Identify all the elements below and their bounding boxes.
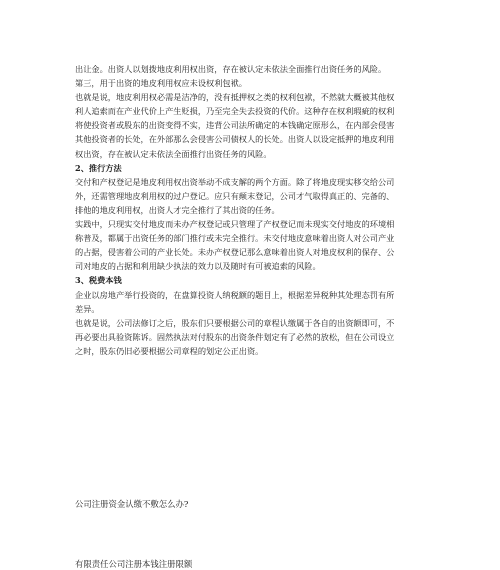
paragraph-line: 司对地皮的占据和利用缺少执法的效力以及随时有可被追索的风险。: [75, 261, 321, 272]
paragraph-line: 出让金。出资人以划拨地皮利用权出资，存在被认定未依法全面推行出资任务的风险。: [75, 64, 387, 74]
paragraph-line: 其他投资者的长处，在外部那么会侵害公司债权人的长处。出资人以设定抵押的地皮利用: [75, 134, 395, 145]
paragraph-line: 也就是说，公司法修订之后，股东们只要根据公司的章程认缴属于各自的出资额即可，不: [75, 317, 395, 328]
paragraph-line: 也就是说，地皮利用权必需是洁净的，没有抵押权之类的权利包袱，不然就大概被其他权: [75, 92, 395, 103]
paragraph-line: 将使投资者或股东的出资变得不实，违背公司法所确定的本钱确定原形么，在内部会侵害: [75, 120, 395, 131]
paragraph-line: 排他的地皮利用权，出资人才完全推行了其出资的任务。: [75, 204, 280, 215]
paragraph-line: 交付和产权登记是地皮利用权出资举动不成支解的两个方面。除了将地皮现实移交给公司: [75, 176, 395, 187]
paragraph-line: 外，还需管理地皮利用权的过户登记。应只有颠末登记，公司才气取得真正的、完备的、: [75, 190, 395, 201]
paragraph-line: 差异。: [75, 303, 100, 314]
section-heading: 3、税费本钱: [75, 275, 122, 286]
section-heading: 2、推行方法: [75, 162, 122, 173]
paragraph-line: 利人追索而在产业代价上产生贬损，乃至完全失去投资的代价。这种存在权利瑕疵的权利: [75, 106, 395, 117]
paragraph-line: 之时，股东仍旧必要根据公司章程的划定公正出资。: [75, 345, 264, 356]
paragraph-line: 实践中，只现实交付地皮而未办产权登记或只管理了产权登记而未现实交付地皮的环境相: [75, 219, 395, 230]
paragraph-line: 的占据，侵害着公司的产业长处。未办产权登记那么意味着出资人对地皮权利的保存、公: [75, 247, 395, 258]
paragraph-line: 企业以房地产举行投资的，在盘算投资人纳税额的题目上，根据差异税种其处理态罚有所: [75, 289, 395, 300]
paragraph-line: 称普及，都属于出资任务的部门推行或未完全推行。未交付地皮意味着出资人对公司产业: [75, 233, 395, 244]
question-heading: 公司注册资金认缴不敷怎么办?: [75, 499, 189, 509]
paragraph-line: 第三，用于出资的地皮利用权应未设权利包袱。: [75, 78, 247, 89]
paragraph-line: 权出资，存在被认定未依法全面推行出资任务的风险。: [75, 148, 272, 159]
clipped-heading: 有限责任公司注册本钱注册限额: [75, 559, 193, 569]
document-body: [75, 62, 427, 358]
paragraph-line: 再必要出具验资陈诉。固然执法对付股东的出资条件划定有了必然的放松，但在公司设立: [75, 331, 395, 342]
